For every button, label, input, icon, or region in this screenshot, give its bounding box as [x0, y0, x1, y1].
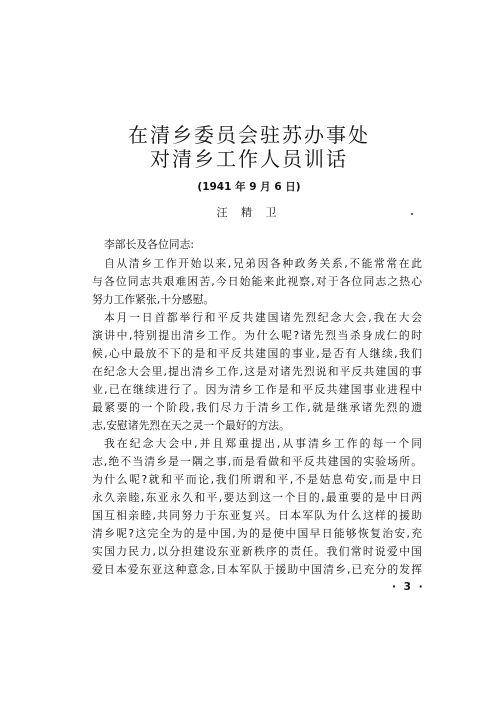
author-name: 汪 精 卫 — [216, 206, 282, 219]
paragraph-2-line-5: 业,已在继续进行了。因为清乡工作是和平反共建国事业进程中 — [92, 383, 422, 396]
paragraph-2-line-4: 在纪念大会里,提出清乡工作,这是对诸先烈说和平反共建国的事 — [92, 365, 422, 378]
paragraph-3-line-5: 国互相亲睦,共同努力于东亚复兴。日本军队为什么这样的援助 — [92, 509, 422, 522]
paragraph-3-line-4: 永久亲睦,东亚永久和平,要达到这一个目的,最重要的是中日两 — [92, 491, 422, 504]
paragraph-3-line-7: 实国力民力,以分担建设东亚新秩序的责任。我们常时说爱中国 — [92, 545, 422, 558]
paragraph-1-line-2: 与各位同志共艰难困苦,今日始能来此视察,对于各位同志之热心 — [92, 275, 422, 288]
paragraph-3-line-6: 清乡呢?这完全为的是中国,为的是使中国早日能够恢复治安,充 — [92, 527, 422, 540]
speech-date: (1941 年 9 月 6 日) — [197, 181, 301, 193]
stray-dot-mark — [411, 213, 413, 215]
paragraph-3-line-8: 爱日本爱东亚这种意念,日本军队于援助中国清乡,已充分的发挥 — [92, 563, 422, 576]
paragraph-2-line-2: 演讲中,特别提出清乡工作。为什么呢?诸先烈当杀身成仁的时 — [92, 329, 422, 342]
paragraph-2-line-6: 最紧要的一个阶段,我们尽力于清乡工作,就是继承诸先烈的遗 — [92, 401, 422, 414]
page-number: · 3 · — [392, 581, 425, 593]
paragraph-2-line-3: 候,心中最放不下的是和平反共建国的事业,是否有人继续,我们 — [92, 347, 422, 360]
title-line-1: 在清乡委员会驻苏办事处 — [128, 123, 370, 147]
paragraph-2-line-1: 本月一日首都举行和平反共建国诸先烈纪念大会,我在大会 — [104, 311, 422, 324]
paragraph-2-line-7: 志,安慰诸先烈在天之灵一个最好的方法。 — [92, 419, 290, 432]
salutation-line: 李部长及各位同志: — [104, 238, 195, 251]
paragraph-3-line-2: 志,绝不当清乡是一隅之事,而是看做和平反共建国的实验场所。 — [92, 455, 422, 468]
paragraph-3-line-1: 我在纪念大会中,并且郑重提出,从事清乡工作的每一个同 — [104, 437, 422, 450]
paragraph-1-line-1: 自从清乡工作开始以来,兄弟因各种政务关系,不能常常在此 — [104, 257, 422, 270]
paragraph-3-line-3: 为什么呢?就和平而论,我们所谓和平,不是姑息苟安,而是中日 — [92, 473, 422, 486]
title-line-2: 对清乡工作人员训话 — [150, 147, 348, 171]
paragraph-1-line-3: 努力工作紧张,十分感慰。 — [92, 293, 215, 306]
